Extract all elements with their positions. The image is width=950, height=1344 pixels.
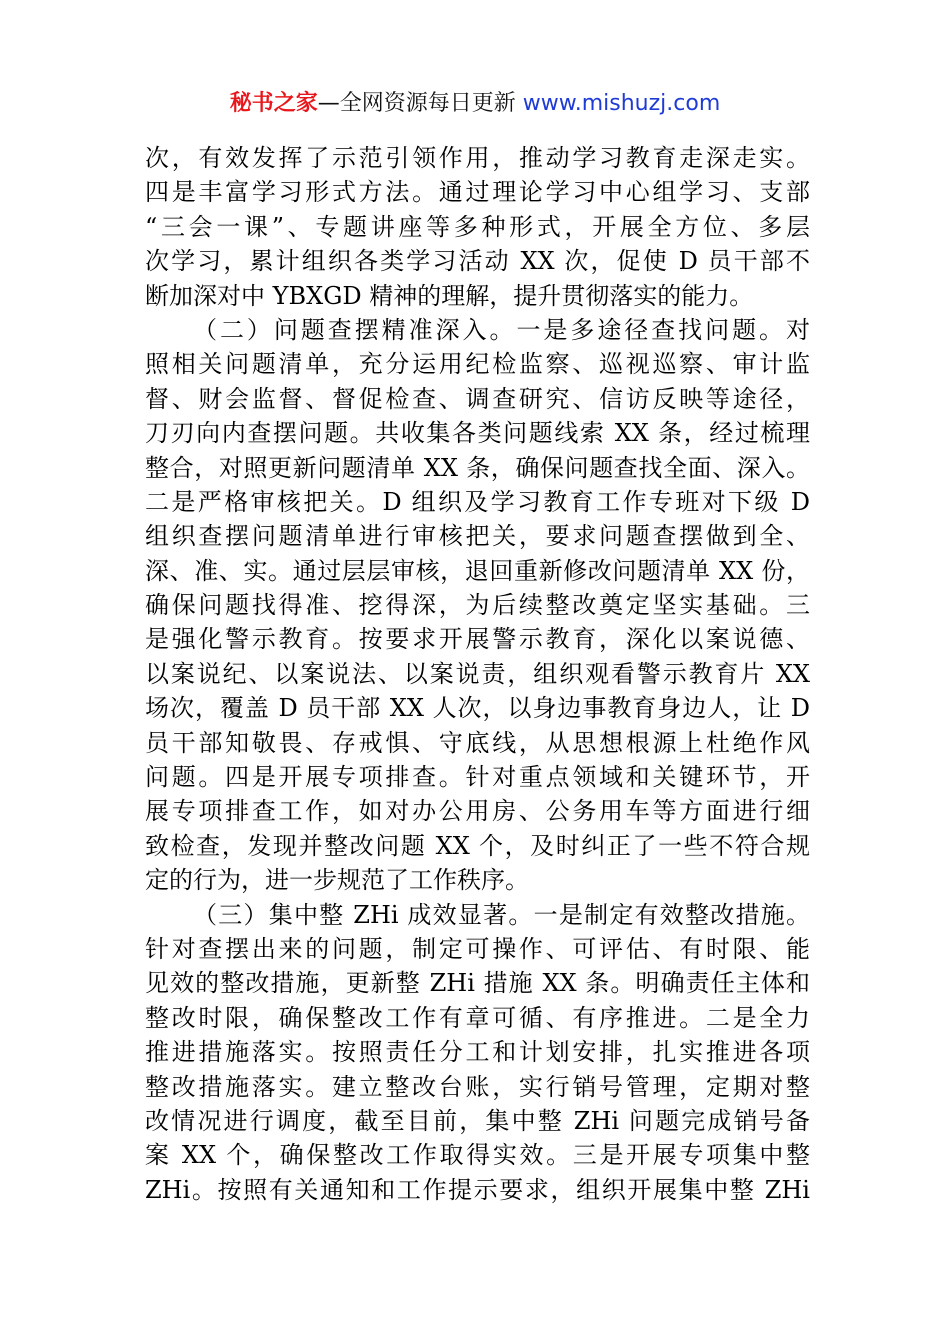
text-line: 问题。四是开展专项排查。针对重点领域和关键环节，开 [145,763,810,792]
text-line: 是强化警示教育。按要求开展警示教育，深化以案说德、 [145,625,810,654]
text-line: 组织查摆问题清单进行审核把关，要求问题查摆做到全、 [145,522,810,551]
text-line: 四是丰富学习形式方法。通过理论学习中心组学习、支部 [145,178,810,207]
text-line: 二是严格审核把关。D 组织及学习教育工作专班对下级 D [145,487,810,516]
text-line: 以案说纪、以案说法、以案说责，组织观看警示教育片 XX [145,659,810,688]
text-line: 定的行为，进一步规范了工作秩序。 [145,866,529,895]
document-body [145,141,810,1207]
section-heading-line: （二）问题查摆精准深入。一是多途径查找问题。对 [193,315,810,344]
text-line: 督、财会监督、督促检查、调查研究、信访反映等途径， [145,384,810,413]
text-line: 断加深对中 YBXGD 精神的理解，提升贯彻落实的能力。 [145,281,754,310]
text-line: 刀刃向内查摆问题。共收集各类问题线索 XX 条，经过梳理 [145,419,810,448]
text-line: ZHi。按照有关通知和工作提示要求，组织开展集中整 ZHi [145,1175,810,1204]
header-brand: 秘书之家 [229,91,318,116]
text-line: 整合，对照更新问题清单 XX 条，确保问题查找全面、深入。 [145,453,810,482]
text-line: 案 XX 个，确保整改工作取得实效。三是开展专项集中整 [145,1141,810,1170]
text-line: “三会一课”、专题讲座等多种形式，开展全方位、多层 [145,212,810,241]
text-line: 次学习，累计组织各类学习活动 XX 次，促使 D 员干部不 [145,247,810,276]
text-line: 致检查，发现并整改问题 XX 个，及时纠正了一些不符合规 [145,831,810,860]
text-line: 深、准、实。通过层层审核，退回重新修改问题清单 XX 份， [145,556,810,585]
header-tagline: —全网资源每日更新 [317,91,523,116]
text-line: 见效的整改措施，更新整 ZHi 措施 XX 条。明确责任主体和 [145,969,810,998]
text-line: 照相关问题清单，充分运用纪检监察、巡视巡察、审计监 [145,350,810,379]
text-line: 员干部知敬畏、存戒惧、守底线，从思想根源上杜绝作风 [145,728,810,757]
text-line: 展专项排查工作，如对办公用房、公务用车等方面进行细 [145,797,810,826]
text-line: 次，有效发挥了示范引领作用，推动学习教育走深走实。 [145,144,810,172]
text-line: 针对查摆出来的问题，制定可操作、可评估、有时限、能 [145,934,810,963]
page-header [0,88,950,120]
text-line: 确保问题找得准、挖得深，为后续整改奠定坚实基础。三 [145,591,810,620]
text-line: 推进措施落实。按照责任分工和计划安排，扎实推进各项 [145,1038,810,1067]
section-heading-line: （三）集中整 ZHi 成效显著。一是制定有效整改措施。 [193,900,810,929]
text-line: 场次，覆盖 D 员干部 XX 人次，以身边事教育身边人，让 D [145,694,810,723]
text-line: 整改措施落实。建立整改台账，实行销号管理，定期对整 [145,1072,810,1101]
text-line: 改情况进行调度，截至目前，集中整 ZHi 问题完成销号备 [145,1106,810,1135]
header-url-link[interactable]: www.mishuzj.com [522,91,721,116]
text-line: 整改时限，确保整改工作有章可循、有序推进。二是全力 [145,1003,810,1032]
